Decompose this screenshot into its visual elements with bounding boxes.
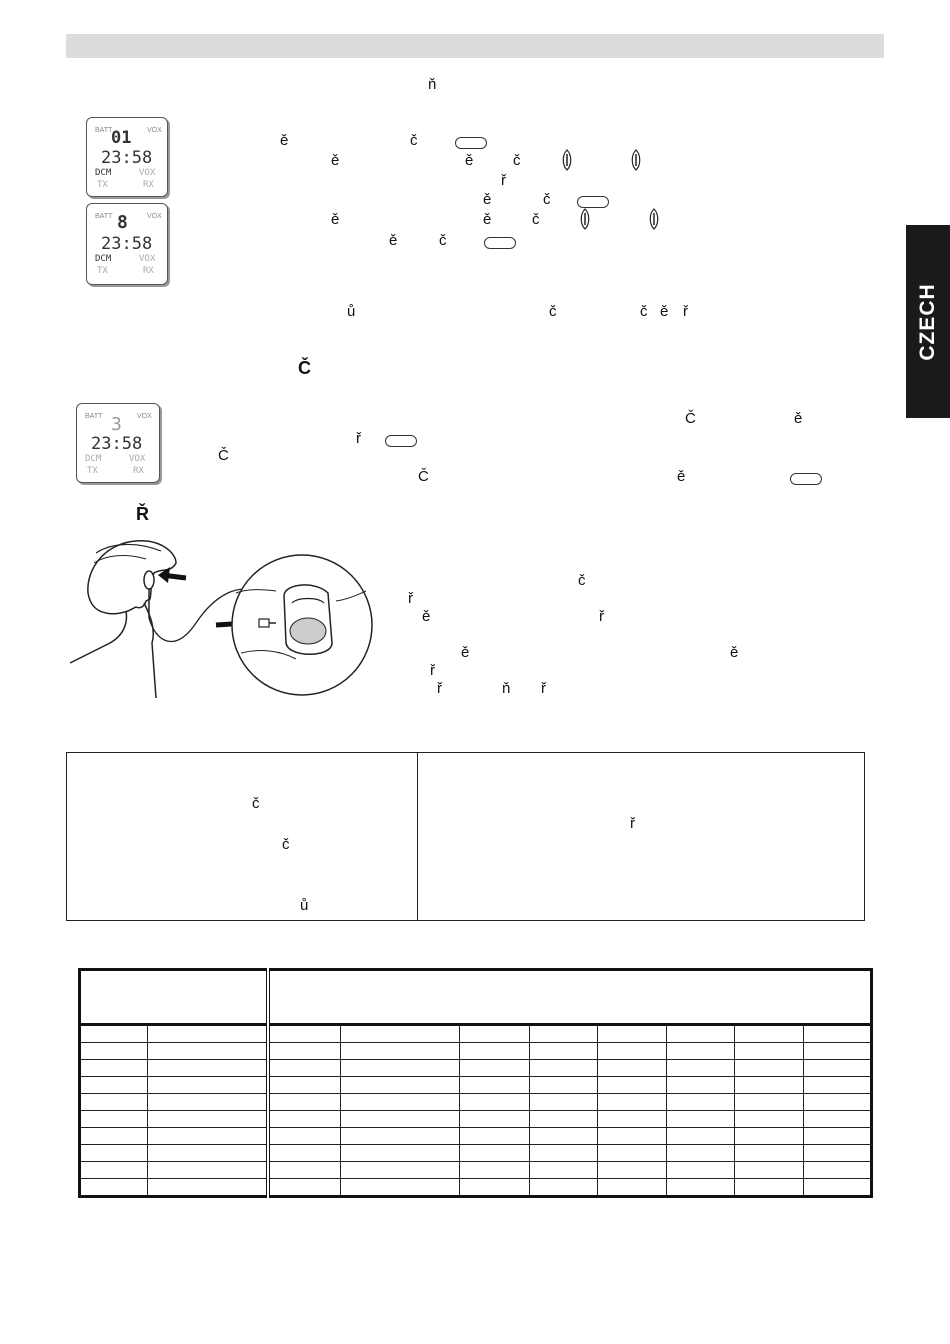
table-row [80, 1111, 872, 1128]
table-cell [148, 1094, 268, 1111]
table-cell [460, 1145, 529, 1162]
table-cell [735, 1111, 803, 1128]
table-cell [529, 1145, 597, 1162]
lcd-display-channel-8: BATT VOX 8 23:58 DCM VOX TX RX [86, 203, 168, 285]
table-cell [803, 1043, 872, 1060]
table-cell [460, 1060, 529, 1077]
table-cell [268, 1111, 340, 1128]
table-cell [148, 1043, 268, 1060]
table-cell [803, 1162, 872, 1179]
table-cell [80, 1025, 148, 1043]
table-cell [598, 1077, 666, 1094]
table-cell [735, 1025, 803, 1043]
channel-number: 3 [111, 414, 122, 435]
info-box-divider [417, 753, 418, 920]
table-cell [735, 1077, 803, 1094]
table-cell [529, 1025, 597, 1043]
section-heading-r: Ř [136, 504, 149, 524]
table-cell [529, 1077, 597, 1094]
table-cell [735, 1043, 803, 1060]
table-cell [803, 1179, 872, 1197]
table-cell [803, 1077, 872, 1094]
table-cell [803, 1094, 872, 1111]
table-cell [666, 1145, 734, 1162]
table-cell [148, 1162, 268, 1179]
table-cell [529, 1179, 597, 1197]
table-cell [340, 1162, 460, 1179]
table-cell [148, 1077, 268, 1094]
table-cell [460, 1043, 529, 1060]
table-cell [148, 1179, 268, 1197]
table-row [80, 1094, 872, 1111]
table-row [80, 1025, 872, 1043]
table-cell [80, 1162, 148, 1179]
table-cell [666, 1025, 734, 1043]
info-box [66, 752, 865, 921]
header-bar [66, 34, 884, 58]
table-cell [340, 1111, 460, 1128]
up-button-icon [578, 208, 592, 230]
table-cell [529, 1162, 597, 1179]
table-cell [666, 1060, 734, 1077]
table-cell [598, 1043, 666, 1060]
table-row [80, 1162, 872, 1179]
table-cell [598, 1128, 666, 1145]
table-cell [340, 1077, 460, 1094]
table-row [80, 1043, 872, 1060]
table-cell [340, 1043, 460, 1060]
table-cell [268, 1128, 340, 1145]
table-cell [529, 1128, 597, 1145]
table-cell [460, 1077, 529, 1094]
table-cell [666, 1077, 734, 1094]
table-cell [268, 1094, 340, 1111]
table-cell [340, 1179, 460, 1197]
table-cell [598, 1060, 666, 1077]
table-cell [268, 1060, 340, 1077]
table-cell [460, 1128, 529, 1145]
table-cell [598, 1179, 666, 1197]
table-cell [80, 1145, 148, 1162]
table-header-right [268, 970, 872, 1025]
table-cell [148, 1145, 268, 1162]
table-cell [268, 1145, 340, 1162]
table-cell [598, 1162, 666, 1179]
table-cell [803, 1128, 872, 1145]
table-cell [460, 1179, 529, 1197]
table-cell [148, 1060, 268, 1077]
table-cell [803, 1145, 872, 1162]
table-cell [340, 1094, 460, 1111]
table-cell [529, 1060, 597, 1077]
table-cell [268, 1025, 340, 1043]
table-cell [80, 1128, 148, 1145]
table-cell [666, 1128, 734, 1145]
table-cell [666, 1111, 734, 1128]
table-cell [529, 1043, 597, 1060]
table-cell [148, 1128, 268, 1145]
table-cell [529, 1111, 597, 1128]
table-cell [598, 1111, 666, 1128]
menu-button-icon [577, 196, 609, 208]
table-cell [460, 1025, 529, 1043]
table-header-left [80, 970, 268, 1025]
table-cell [340, 1025, 460, 1043]
table-cell [735, 1179, 803, 1197]
table-cell [268, 1043, 340, 1060]
table-row [80, 1179, 872, 1197]
channel-number: 01 [111, 128, 132, 148]
language-tab-label: CZECH [916, 282, 939, 361]
table-cell [735, 1094, 803, 1111]
table-cell [529, 1094, 597, 1111]
table-cell [666, 1043, 734, 1060]
language-tab [906, 225, 950, 418]
table-cell [268, 1162, 340, 1179]
table-cell [735, 1145, 803, 1162]
table-cell [340, 1145, 460, 1162]
table-cell [80, 1060, 148, 1077]
time-readout: 23:58 [101, 148, 153, 168]
table-cell [735, 1162, 803, 1179]
table-cell [460, 1162, 529, 1179]
menu-button-icon [455, 137, 487, 149]
table-cell [735, 1060, 803, 1077]
table-cell [666, 1162, 734, 1179]
table-cell [598, 1145, 666, 1162]
table-row [80, 1077, 872, 1094]
channel-number: 8 [117, 212, 128, 233]
table-cell [80, 1043, 148, 1060]
table-cell [735, 1128, 803, 1145]
table-cell [666, 1094, 734, 1111]
table-cell [803, 1025, 872, 1043]
lcd-display-channel-01: BATT VOX 01 23:58 DCM VOX TX RX [86, 117, 168, 197]
table-cell [148, 1111, 268, 1128]
frequency-table [78, 968, 873, 1198]
header-char: ň [428, 76, 437, 93]
down-button-icon [629, 149, 643, 171]
table-cell [666, 1179, 734, 1197]
time-readout: 23:58 [91, 434, 143, 454]
menu-button-icon [385, 435, 417, 447]
table-cell [80, 1111, 148, 1128]
menu-button-icon [790, 473, 822, 485]
table-cell [340, 1128, 460, 1145]
table-cell [460, 1094, 529, 1111]
table-cell [268, 1077, 340, 1094]
lcd-display-channel-3: BATT VOX 3 23:58 DCM VOX TX RX [76, 403, 160, 483]
table-cell [80, 1179, 148, 1197]
table-cell [803, 1111, 872, 1128]
table-row [80, 1128, 872, 1145]
table-cell [598, 1094, 666, 1111]
up-button-icon [560, 149, 574, 171]
table-header-row [80, 970, 872, 1025]
table-row [80, 1060, 872, 1077]
table-cell [148, 1025, 268, 1043]
down-button-icon [647, 208, 661, 230]
table-cell [460, 1111, 529, 1128]
section-heading-c: Č [298, 358, 311, 378]
table-cell [80, 1094, 148, 1111]
table-cell [803, 1060, 872, 1077]
earphone-illustration [66, 533, 376, 698]
table-cell [340, 1060, 460, 1077]
menu-button-icon [484, 237, 516, 249]
table-cell [598, 1025, 666, 1043]
table-cell [80, 1077, 148, 1094]
table-cell [268, 1179, 340, 1197]
table-row [80, 1145, 872, 1162]
time-readout: 23:58 [101, 234, 153, 254]
